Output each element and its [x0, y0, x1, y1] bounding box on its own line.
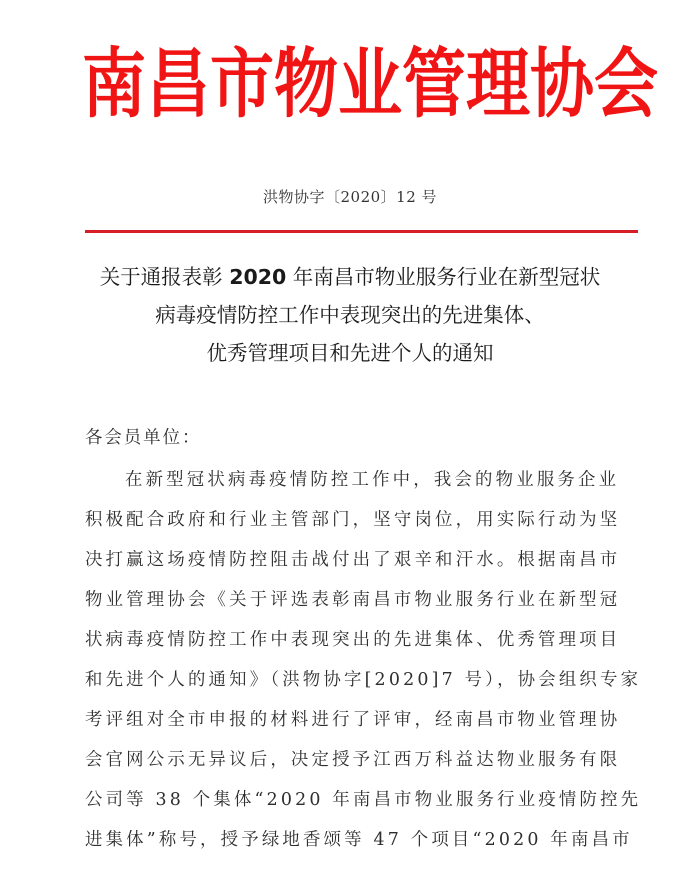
document-title	[60, 258, 640, 372]
body-line: 考评组对全市申报的材料进行了评审，经南昌市物业管理协	[85, 710, 621, 730]
title-line-2: 病毒疫情防控工作中表现突出的先进集体、	[155, 303, 545, 327]
masthead-char: 业	[338, 41, 402, 129]
title-line-3: 优秀管理项目和先进个人的通知	[206, 341, 494, 365]
masthead-char: 市	[210, 41, 274, 129]
body-line: 物业管理协会《关于评选表彰南昌市物业服务行业在新型冠	[85, 590, 621, 610]
body-line: 状病毒疫情防控工作中表现突出的先进集体、优秀管理项目	[85, 630, 621, 650]
masthead-char: 协	[530, 41, 594, 129]
title-year: 2020	[229, 265, 287, 289]
body-line: 进集体”称号，授予绿地香颂等 47 个项目“2020 年南昌市	[85, 830, 633, 850]
document-body	[85, 418, 645, 860]
masthead-char: 南	[82, 41, 146, 129]
masthead-char: 理	[466, 41, 530, 129]
title-text: 年南昌市物业服务行业在新型冠状	[286, 265, 601, 289]
title-line-1	[60, 258, 640, 296]
body-line: 会官网公示无异议后，决定授予江西万科益达物业服务有限	[85, 750, 621, 770]
red-divider-rule	[85, 230, 638, 233]
body-line: 决打赢这场疫情防控阻击战付出了艰辛和汗水。根据南昌市	[85, 550, 621, 570]
masthead-char: 会	[594, 41, 658, 129]
salutation: 各会员单位：	[85, 428, 202, 448]
masthead-char: 昌	[146, 41, 210, 129]
masthead-char: 物	[274, 41, 338, 129]
body-line: 公司等 38 个集体“2020 年南昌市物业服务行业疫情防控先	[85, 790, 642, 810]
title-text: 关于通报表彰	[99, 265, 230, 289]
body-line: 和先进个人的通知》（洪物协字[2020]7 号），协会组织专家	[85, 670, 642, 690]
body-line: 在新型冠状病毒疫情防控工作中，我会的物业服务企业	[125, 470, 620, 490]
document-number: 洪物协字〔2020〕12 号	[262, 188, 438, 206]
masthead-char: 管	[402, 41, 466, 129]
masthead-org-name	[82, 40, 658, 130]
body-line: 积极配合政府和行业主管部门，坚守岗位，用实际行动为坚	[85, 510, 621, 530]
